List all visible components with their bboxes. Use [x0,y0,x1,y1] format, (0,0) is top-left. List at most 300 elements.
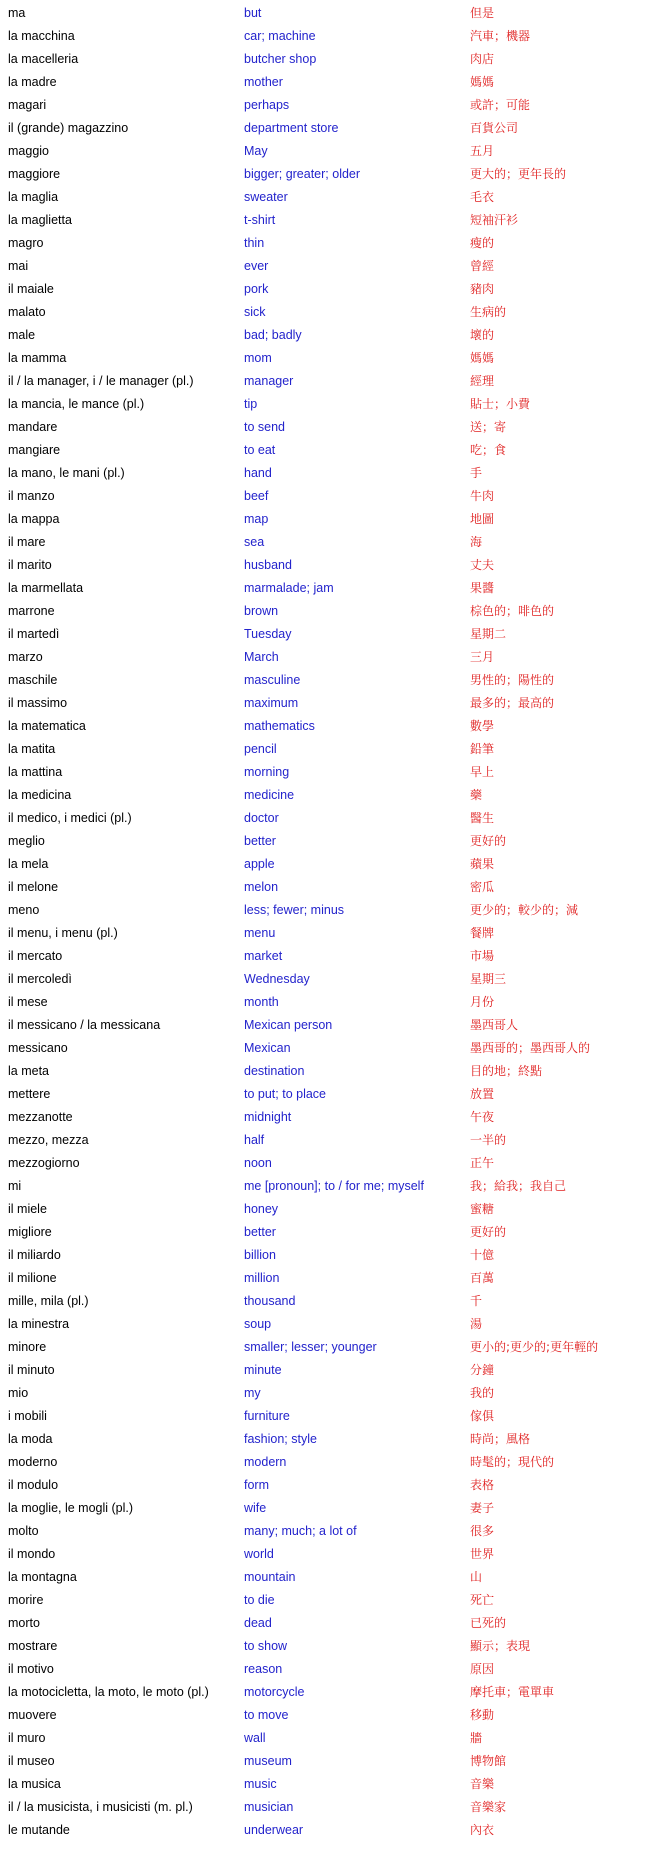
vocab-row [0,1359,650,1382]
vocab-row [0,715,650,738]
vocabulary-table [0,2,650,1842]
italian-term: maschile [8,673,58,687]
italian-term: marrone [8,604,55,618]
chinese-translation: 音樂家 [470,1800,507,1814]
italian-term: il modulo [8,1478,59,1492]
chinese-translation: 汽車；機器 [470,29,531,43]
italian-term: la matita [8,742,56,756]
chinese-translation: 博物館 [470,1754,507,1768]
english-translation: masculine [244,673,301,687]
chinese-translation: 更好的 [470,834,507,848]
english-translation: butcher shop [244,52,317,66]
chinese-translation: 十億 [470,1248,495,1262]
english-translation: furniture [244,1409,290,1423]
chinese-translation: 湯 [470,1317,483,1331]
chinese-translation: 媽媽 [470,351,495,365]
vocab-row [0,1382,650,1405]
vocab-row [0,1773,650,1796]
italian-term: morire [8,1593,44,1607]
italian-term: il museo [8,1754,55,1768]
vocab-row [0,1819,650,1842]
english-translation: sea [244,535,265,549]
english-translation: sweater [244,190,288,204]
english-translation: car; machine [244,29,316,43]
chinese-translation: 蘋果 [470,857,495,871]
english-translation: menu [244,926,276,940]
vocab-row [0,738,650,761]
chinese-translation: 一半的 [470,1133,507,1147]
italian-term: il massimo [8,696,68,710]
english-translation: reason [244,1662,283,1676]
vocab-row [0,163,650,186]
italian-term: il / la manager, i / le manager (pl.) [8,374,194,388]
italian-term: il minuto [8,1363,55,1377]
chinese-translation: 牆 [470,1731,483,1745]
italian-term: la matematica [8,719,86,733]
chinese-translation: 正午 [470,1156,495,1170]
chinese-translation: 密瓜 [470,880,495,894]
english-translation: minute [244,1363,282,1377]
italian-term: magari [8,98,47,112]
vocab-row [0,1612,650,1635]
english-translation: manager [244,374,294,388]
chinese-translation: 市場 [470,949,495,963]
vocab-row [0,922,650,945]
italian-term: ma [8,6,26,20]
vocab-row [0,1014,650,1037]
vocab-row [0,1704,650,1727]
english-translation: market [244,949,283,963]
vocab-row [0,1750,650,1773]
chinese-translation: 地圖 [470,512,495,526]
english-translation: department store [244,121,339,135]
chinese-translation: 顯示；表現 [470,1639,531,1653]
vocab-row [0,508,650,531]
english-translation: perhaps [244,98,290,112]
english-translation: music [244,1777,277,1791]
italian-term: mezzanotte [8,1110,73,1124]
italian-term: meglio [8,834,45,848]
italian-term: messicano [8,1041,68,1055]
italian-term: il manzo [8,489,55,503]
italian-term: la mano, le mani (pl.) [8,466,125,480]
chinese-translation: 我；給我；我自己 [470,1179,567,1193]
english-translation: better [244,834,276,848]
chinese-translation: 吃；食 [470,443,507,457]
chinese-translation: 蜜糖 [470,1202,495,1216]
vocab-row [0,1474,650,1497]
english-translation: bad; badly [244,328,302,342]
chinese-translation: 送；寄 [470,420,507,434]
vocab-row [0,1497,650,1520]
italian-term: mangiare [8,443,61,457]
english-translation: thin [244,236,265,250]
vocab-row [0,1244,650,1267]
english-translation: husband [244,558,292,572]
italian-term: il menu, i menu (pl.) [8,926,118,940]
vocab-row [0,1543,650,1566]
vocab-row [0,692,650,715]
chinese-translation: 肉店 [470,52,495,66]
italian-term: il mercato [8,949,63,963]
vocab-row [0,623,650,646]
vocab-row [0,968,650,991]
italian-term: il messicano / la messicana [8,1018,161,1032]
chinese-translation: 餐牌 [470,926,495,940]
english-translation: Tuesday [244,627,292,641]
vocab-row [0,1313,650,1336]
vocab-row [0,209,650,232]
english-translation: doctor [244,811,279,825]
english-translation: May [244,144,268,158]
english-translation: Mexican person [244,1018,333,1032]
english-translation: marmalade; jam [244,581,334,595]
english-translation: morning [244,765,290,779]
italian-term: la mela [8,857,49,871]
vocab-row [0,1658,650,1681]
vocab-row [0,232,650,255]
chinese-translation: 醫生 [470,811,495,825]
english-translation: maximum [244,696,299,710]
vocab-row [0,761,650,784]
italian-term: mezzo, mezza [8,1133,89,1147]
english-translation: thousand [244,1294,296,1308]
chinese-translation: 鉛筆 [470,742,495,756]
chinese-translation: 三月 [470,650,495,664]
vocab-row [0,48,650,71]
english-translation: but [244,6,262,20]
chinese-translation: 貼士；小費 [470,397,531,411]
chinese-translation: 摩托車；電單車 [470,1685,555,1699]
italian-term: maggiore [8,167,61,181]
vocab-row [0,669,650,692]
chinese-translation: 五月 [470,144,495,158]
vocab-row [0,1336,650,1359]
chinese-translation: 目的地；終點 [470,1064,543,1078]
vocab-row [0,186,650,209]
vocab-row [0,1681,650,1704]
chinese-translation: 月份 [470,995,495,1009]
vocab-row [0,1152,650,1175]
italian-term: migliore [8,1225,52,1239]
chinese-translation: 已死的 [470,1616,507,1630]
english-translation: many; much; a lot of [244,1524,357,1538]
italian-term: la macelleria [8,52,79,66]
vocab-row [0,531,650,554]
chinese-translation: 媽媽 [470,75,495,89]
vocab-row [0,807,650,830]
italian-term: muovere [8,1708,57,1722]
chinese-translation: 很多 [470,1524,495,1538]
italian-term: il milione [8,1271,57,1285]
vocab-row [0,347,650,370]
chinese-translation: 丈夫 [470,558,495,572]
italian-term: il melone [8,880,59,894]
vocab-row [0,1129,650,1152]
chinese-translation: 放置 [470,1087,495,1101]
chinese-translation: 瘦的 [470,236,495,250]
english-translation: mom [244,351,272,365]
chinese-translation: 移動 [470,1708,495,1722]
vocab-row [0,140,650,163]
english-translation: fashion; style [244,1432,317,1446]
vocab-row [0,71,650,94]
vocab-row [0,439,650,462]
chinese-translation: 音樂 [470,1777,495,1791]
italian-term: il marito [8,558,52,572]
english-translation: less; fewer; minus [244,903,345,917]
chinese-translation: 生病的 [470,305,507,319]
english-translation: soup [244,1317,272,1331]
english-translation: to put; to place [244,1087,327,1101]
vocab-row [0,278,650,301]
vocab-row [0,416,650,439]
chinese-translation: 短袖汗衫 [470,213,519,227]
vocab-row [0,899,650,922]
vocab-row [0,393,650,416]
english-translation: to die [244,1593,275,1607]
vocab-row [0,646,650,669]
english-translation: medicine [244,788,295,802]
vocab-row [0,1106,650,1129]
english-translation: form [244,1478,269,1492]
english-translation: to show [244,1639,288,1653]
italian-term: mandare [8,420,58,434]
italian-term: la mamma [8,351,67,365]
italian-term: marzo [8,650,43,664]
chinese-translation: 更好的 [470,1225,507,1239]
italian-term: mille, mila (pl.) [8,1294,89,1308]
english-translation: melon [244,880,279,894]
italian-term: mezzogiorno [8,1156,80,1170]
vocab-row [0,600,650,623]
vocab-row [0,1175,650,1198]
english-translation: half [244,1133,265,1147]
italian-term: magro [8,236,44,250]
vocab-row [0,1428,650,1451]
english-translation: to move [244,1708,289,1722]
italian-term: molto [8,1524,39,1538]
italian-term: il muro [8,1731,46,1745]
italian-term: la moglie, le mogli (pl.) [8,1501,134,1515]
english-translation: destination [244,1064,305,1078]
english-translation: underwear [244,1823,304,1837]
italian-term: i mobili [8,1409,47,1423]
italian-term: minore [8,1340,47,1354]
english-translation: honey [244,1202,279,1216]
chinese-translation: 經理 [470,374,495,388]
english-translation: mother [244,75,283,89]
italian-term: maggio [8,144,49,158]
chinese-translation: 男性的；陽性的 [470,673,555,687]
english-translation: March [244,650,279,664]
italian-term: la motocicletta, la moto, le moto (pl.) [8,1685,209,1699]
chinese-translation: 時髦的；現代的 [470,1455,555,1469]
english-translation: billion [244,1248,276,1262]
english-translation: month [244,995,279,1009]
vocab-row [0,1451,650,1474]
english-translation: million [244,1271,280,1285]
vocab-row [0,25,650,48]
english-translation: to eat [244,443,276,457]
vocab-row [0,1060,650,1083]
vocab-row [0,1520,650,1543]
vocab-row [0,1221,650,1244]
english-translation: pencil [244,742,277,756]
chinese-translation: 最多的；最高的 [470,696,555,710]
chinese-translation: 星期三 [470,972,507,986]
chinese-translation: 毛衣 [470,190,495,204]
chinese-translation: 星期二 [470,627,507,641]
english-translation: my [244,1386,261,1400]
english-translation: Wednesday [244,972,310,986]
english-translation: better [244,1225,276,1239]
chinese-translation: 藥 [470,788,483,802]
english-translation: to send [244,420,286,434]
chinese-translation: 百貨公司 [470,121,519,135]
italian-term: il miliardo [8,1248,61,1262]
english-translation: smaller; lesser; younger [244,1340,377,1354]
vocab-row [0,301,650,324]
chinese-translation: 墨西哥的；墨西哥人的 [470,1041,591,1055]
italian-term: la macchina [8,29,75,43]
english-translation: wife [244,1501,267,1515]
vocab-row [0,876,650,899]
english-translation: tip [244,397,258,411]
italian-term: la mattina [8,765,63,779]
chinese-translation: 百萬 [470,1271,495,1285]
english-translation: midnight [244,1110,292,1124]
italian-term: il / la musicista, i musicisti (m. pl.) [8,1800,193,1814]
chinese-translation: 手 [470,466,483,480]
vocab-row [0,1083,650,1106]
italian-term: il miele [8,1202,47,1216]
chinese-translation: 死亡 [470,1593,495,1607]
vocab-row [0,117,650,140]
italian-term: moderno [8,1455,58,1469]
italian-term: la maglia [8,190,59,204]
italian-term: malato [8,305,46,319]
english-translation: brown [244,604,279,618]
chinese-translation: 棕色的；啡色的 [470,604,555,618]
vocab-row [0,1198,650,1221]
vocab-row [0,1290,650,1313]
chinese-translation: 但是 [470,6,495,20]
vocab-row [0,830,650,853]
english-translation: sick [244,305,266,319]
english-translation: me [pronoun]; to / for me; myself [244,1179,424,1193]
chinese-translation: 山 [470,1570,483,1584]
vocab-row [0,991,650,1014]
italian-term: la madre [8,75,57,89]
chinese-translation: 傢俱 [470,1409,495,1423]
chinese-translation: 更小的;更少的;更年輕的 [470,1340,599,1354]
italian-term: le mutande [8,1823,70,1837]
italian-term: mai [8,259,29,273]
vocab-row [0,1267,650,1290]
english-translation: pork [244,282,269,296]
chinese-translation: 分鐘 [470,1363,495,1377]
chinese-translation: 或許；可能 [470,98,531,112]
english-translation: modern [244,1455,287,1469]
chinese-translation: 果醬 [470,581,495,595]
italian-term: il martedì [8,627,60,641]
italian-term: il mercoledì [8,972,72,986]
vocab-row [0,94,650,117]
chinese-translation: 妻子 [470,1501,495,1515]
english-translation: apple [244,857,275,871]
italian-term: la montagna [8,1570,77,1584]
italian-term: la maglietta [8,213,72,227]
vocab-row [0,554,650,577]
vocab-row [0,462,650,485]
italian-term: meno [8,903,40,917]
vocab-row [0,2,650,25]
italian-term: il mare [8,535,46,549]
english-translation: museum [244,1754,292,1768]
chinese-translation: 原因 [470,1662,495,1676]
english-translation: map [244,512,269,526]
vocab-row [0,945,650,968]
english-translation: wall [244,1731,266,1745]
chinese-translation: 墨西哥人 [470,1018,519,1032]
chinese-translation: 表格 [470,1478,495,1492]
italian-term: mostrare [8,1639,58,1653]
vocab-row [0,1037,650,1060]
english-translation: beef [244,489,269,503]
italian-term: la musica [8,1777,61,1791]
italian-term: mio [8,1386,29,1400]
italian-term: la mancia, le mance (pl.) [8,397,145,411]
english-translation: motorcycle [244,1685,305,1699]
chinese-translation: 世界 [470,1547,495,1561]
chinese-translation: 更少的；較少的；減 [470,903,579,917]
italian-term: la mappa [8,512,60,526]
chinese-translation: 午夜 [470,1110,495,1124]
vocab-row [0,784,650,807]
english-translation: Mexican [244,1041,291,1055]
italian-term: la medicina [8,788,72,802]
english-translation: ever [244,259,269,273]
vocab-row [0,1566,650,1589]
chinese-translation: 數學 [470,719,495,733]
chinese-translation: 內衣 [470,1823,495,1837]
chinese-translation: 早上 [470,765,495,779]
vocab-row [0,1405,650,1428]
italian-term: morto [8,1616,40,1630]
english-translation: noon [244,1156,272,1170]
italian-term: la marmellata [8,581,84,595]
italian-term: mettere [8,1087,51,1101]
vocab-row [0,255,650,278]
chinese-translation: 牛肉 [470,489,495,503]
vocab-row [0,370,650,393]
chinese-translation: 豬肉 [470,282,495,296]
italian-term: la minestra [8,1317,70,1331]
english-translation: hand [244,466,272,480]
italian-term: la meta [8,1064,49,1078]
vocab-row [0,853,650,876]
italian-term: la moda [8,1432,53,1446]
vocab-row [0,1589,650,1612]
italian-term: il (grande) magazzino [8,121,129,135]
chinese-translation: 曾經 [470,259,495,273]
italian-term: il maiale [8,282,54,296]
italian-term: male [8,328,36,342]
italian-term: il mondo [8,1547,56,1561]
english-translation: dead [244,1616,272,1630]
chinese-translation: 千 [470,1294,483,1308]
